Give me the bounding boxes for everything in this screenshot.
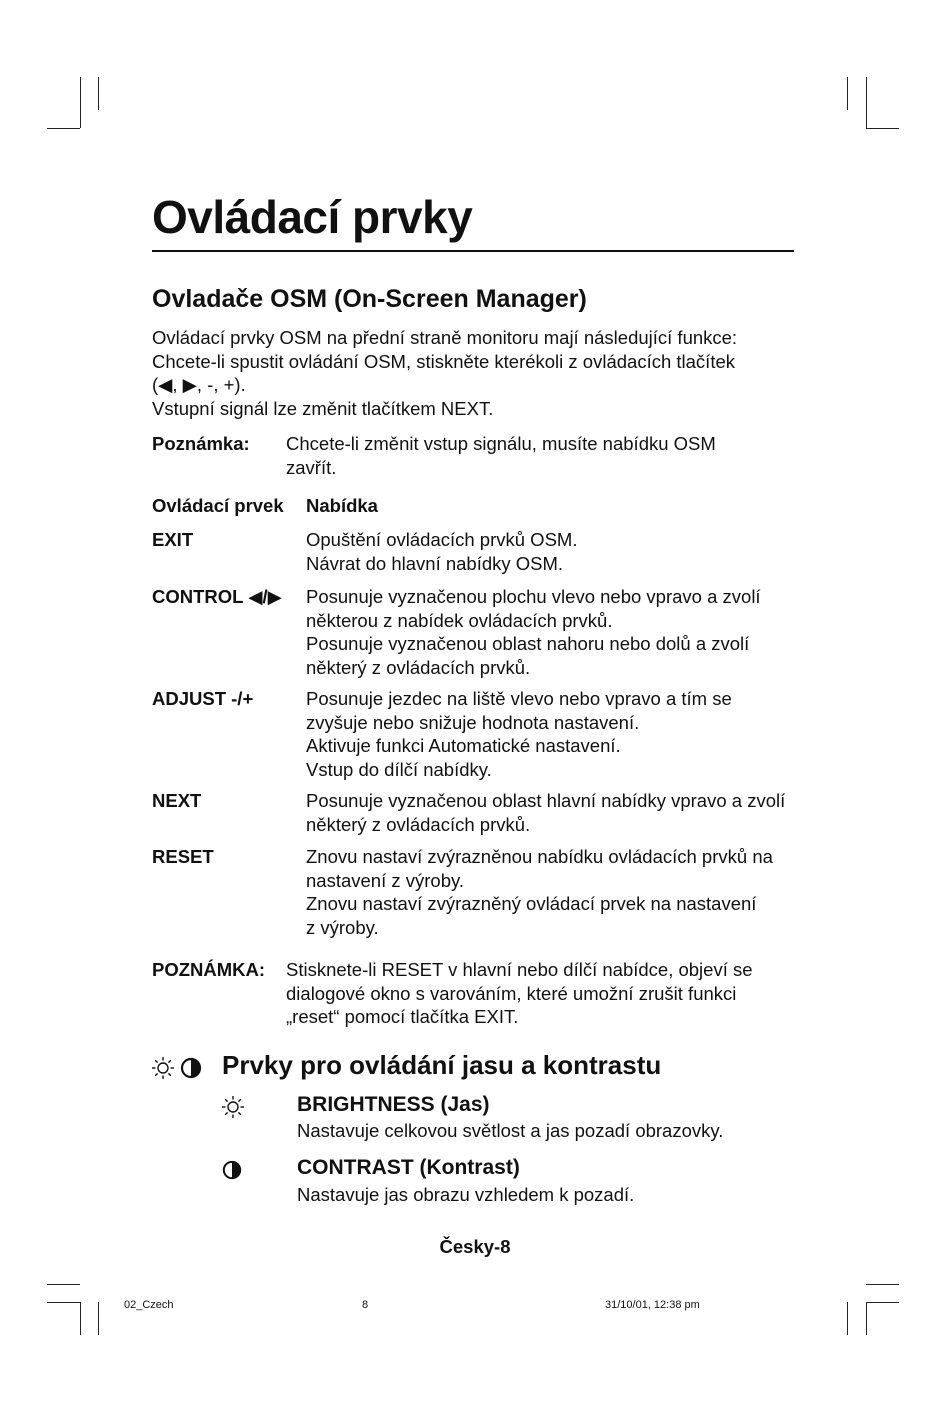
row-line: Posunuje vyznačenou oblast nahoru nebo dolů a zvolí <box>306 633 750 654</box>
sun-icon <box>221 1095 245 1119</box>
page-number: Česky-8 <box>439 1236 511 1257</box>
row-label-adjust: ADJUST -/+ <box>152 688 254 709</box>
row-line: z výroby. <box>306 916 379 938</box>
note2-line: dialogové okno s varováním, které umožní zrušit funkci <box>286 982 737 1004</box>
slug-timestamp: 31/10/01, 12:38 pm <box>605 1299 700 1311</box>
row-desc-next <box>306 789 806 836</box>
osm-intro <box>152 326 802 420</box>
row-label-control: CONTROL ◀/▶ <box>152 586 282 607</box>
half-circle-icon <box>180 1057 202 1079</box>
osm-heading: Ovladače OSM (On-Screen Manager) <box>152 285 587 313</box>
intro-line: Chcete-li spustit ovládání OSM, stiskněte kterékoli z ovládacích tlačítek <box>152 350 736 372</box>
row-line: Posunuje vyznačenou plochu vlevo nebo vpravo a zvolí <box>306 586 761 607</box>
note2-line: „reset“ pomocí tlačítka EXIT. <box>286 1006 519 1027</box>
row-line: Posunuje vyznačenou oblast hlavní nabídky vpravo a zvolí <box>306 790 786 811</box>
intro-line: Ovládací prvky OSM na přední straně monitoru mají následující funkce: <box>152 327 738 348</box>
note1-text <box>286 432 806 479</box>
sun-icon <box>151 1056 175 1080</box>
note2-line: Stisknete-li RESET v hlavní nebo dílčí nabídce, objeví se <box>286 959 753 980</box>
note1-label: Poznámka: <box>152 433 250 454</box>
table-header-control: Ovládací prvek <box>152 495 284 516</box>
row-line: Posunuje jezdec na liště vlevo nebo vpravo a tím se <box>306 688 732 709</box>
row-line: Návrat do hlavní nabídky OSM. <box>306 552 564 574</box>
intro-line: (◀, ▶, -, +). <box>152 374 246 395</box>
intro-line: Vstupní signál lze změnit tlačítkem NEXT. <box>152 397 494 419</box>
row-line: Vstup do dílčí nabídky. <box>306 758 492 780</box>
row-desc-exit <box>306 528 806 575</box>
row-line: Aktivuje funkci Automatické nastavení. <box>306 735 621 756</box>
note1-line: zavřít. <box>286 456 337 478</box>
row-label-exit: EXIT <box>152 529 194 550</box>
slug-page: 8 <box>362 1299 369 1311</box>
row-desc-reset <box>306 845 806 939</box>
title-rule <box>152 250 794 252</box>
row-line: Znovu nastaví zvýrazněný ovládací prvek na nastavení <box>306 893 757 914</box>
page-title: Ovládací prvky <box>152 191 473 243</box>
note2-text <box>286 958 806 1029</box>
note1-line: Chcete-li změnit vstup signálu, musíte nabídku OSM <box>286 433 716 454</box>
row-desc-control <box>306 585 806 679</box>
row-line: nastavení z výroby. <box>306 869 465 891</box>
row-label-reset: RESET <box>152 846 214 867</box>
row-line: zvyšuje nebo snižuje hodnota nastavení. <box>306 711 640 733</box>
row-line: Opuštění ovládacích prvků OSM. <box>306 529 578 550</box>
half-circle-icon <box>222 1160 242 1180</box>
row-label-next: NEXT <box>152 790 202 811</box>
contrast-title: CONTRAST (Kontrast) <box>297 1156 520 1179</box>
row-desc-adjust <box>306 687 806 781</box>
table-header-menu: Nabídka <box>306 495 378 516</box>
contrast-desc: Nastavuje jas obrazu vzhledem k pozadí. <box>297 1184 635 1205</box>
brightness-desc: Nastavuje celkovou světlost a jas pozadí obrazovky. <box>297 1120 724 1141</box>
slug-filename: 02_Czech <box>124 1299 174 1311</box>
row-line: některou z nabídek ovládacích prvků. <box>306 609 613 631</box>
brightness-contrast-heading: Prvky pro ovládání jasu a kontrastu <box>222 1050 662 1080</box>
brightness-title: BRIGHTNESS (Jas) <box>297 1093 490 1116</box>
row-line: Znovu nastaví zvýrazněnou nabídku ovládacích prvků na <box>306 846 773 867</box>
row-line: některý z ovládacích prvků. <box>306 813 531 835</box>
note2-label: POZNÁMKA: <box>152 959 266 980</box>
row-line: některý z ovládacích prvků. <box>306 656 531 678</box>
